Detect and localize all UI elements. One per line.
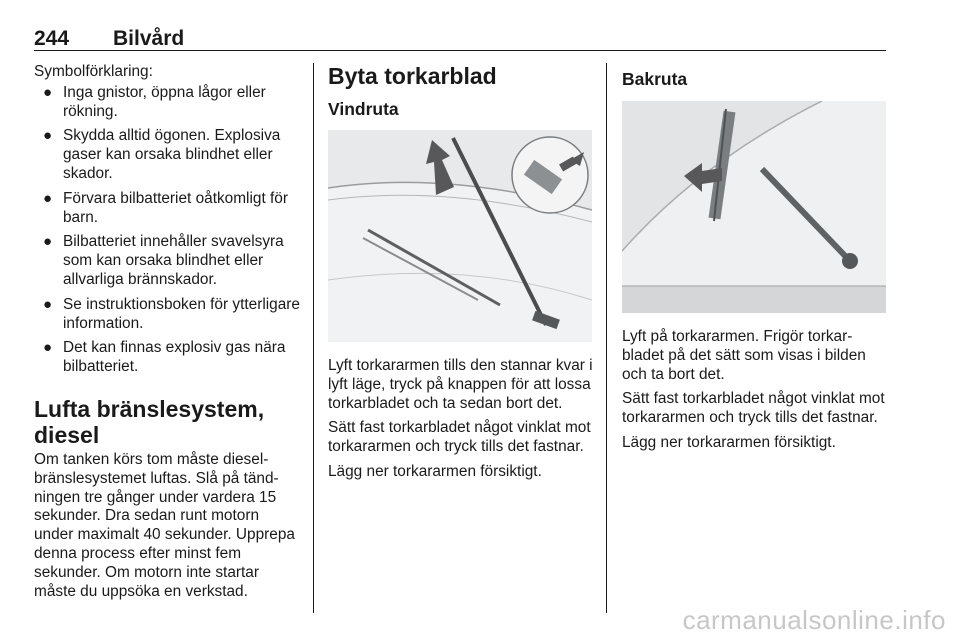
header-divider: [34, 50, 886, 51]
list-item: [34, 233, 302, 289]
section-title: Bilvård: [113, 27, 185, 50]
bullet-icon: ●: [43, 189, 53, 207]
list-item-text: Bilbatteriet innehåller svavelsyra som kan orsaka blindhet eller allvarliga brännskador.: [63, 233, 284, 288]
section-heading-wiper: Byta torkarblad: [328, 63, 497, 89]
list-item-text: Inga gnistor, öppna lågor eller rökning.: [63, 83, 266, 120]
list-item: [34, 127, 302, 183]
body-paragraph: Lyft på torkararmen. Frigör torkarbladet på det sätt som visas i bilden och ta bort det.: [622, 328, 866, 383]
bullet-icon: ●: [43, 339, 53, 357]
rear-wiper-drawing: [622, 101, 886, 313]
body-paragraph: Om tanken körs tom måste dieselbränslesystemet luftas. Slå på tändningen tre gånger under vardera 15 sekunder. Dra sedan runt motorn under maximalt 40 sekunder. Upprepa denna process efter minst fem sekunder. Om motorn inte startar måste du uppsöka en verkstad.: [34, 450, 295, 600]
body-paragraph: Sätt fast torkarbladet något vinklat mot torkararmen och tryck tills det fastnar.: [328, 419, 591, 456]
page-header: [34, 27, 886, 51]
column-middle: [328, 63, 594, 488]
bullet-icon: ●: [43, 295, 53, 313]
symbol-legend-list: [34, 84, 302, 377]
list-item-text: Det kan finnas explosiv gas nära bilbatteriet.: [63, 339, 286, 376]
bullet-icon: ●: [43, 127, 53, 145]
column-divider-2: [606, 63, 607, 613]
list-item-text: Förvara bilbatteriet oåtkomligt för barn.: [63, 189, 288, 226]
list-item-text: Skydda alltid ögonen. Explosiva gaser kan orsaka blindhet eller skador.: [63, 127, 281, 182]
legend-label: Symbolförklaring:: [34, 63, 153, 80]
column-divider-1: [313, 63, 314, 613]
list-item-text: Se instruktionsboken för ytterligare information.: [63, 295, 300, 332]
body-paragraph: Lägg ner torkararmen försiktigt.: [328, 462, 542, 480]
column-right: [622, 63, 888, 459]
section-heading-diesel: Lufta bränslesystem, diesel: [34, 395, 265, 448]
list-item: [34, 190, 302, 228]
rear-wiper-illustration: [622, 101, 886, 313]
list-item: [34, 296, 302, 334]
subheading-windshield: Vindruta: [328, 99, 399, 119]
wiper-drawing: [328, 130, 592, 342]
column-left: [34, 63, 302, 607]
body-paragraph: Sätt fast torkarbladet något vinklat mot torkararmen och tryck tills det fastnar.: [622, 390, 885, 427]
watermark: carmanualsonline.info: [682, 605, 946, 635]
subheading-rear-window: Bakruta: [622, 69, 688, 89]
bullet-icon: ●: [43, 83, 53, 101]
list-item: [34, 339, 302, 377]
windshield-wiper-illustration: [328, 130, 592, 342]
body-paragraph: Lägg ner torkararmen försiktigt.: [622, 433, 836, 451]
bullet-icon: ●: [43, 233, 53, 251]
page-number: 244: [34, 27, 70, 50]
list-item: [34, 84, 302, 122]
body-paragraph: Lyft torkararmen tills den stannar kvar i lyft läge, tryck på knappen för att lossa torkarbladet och ta sedan bort det.: [328, 357, 593, 412]
